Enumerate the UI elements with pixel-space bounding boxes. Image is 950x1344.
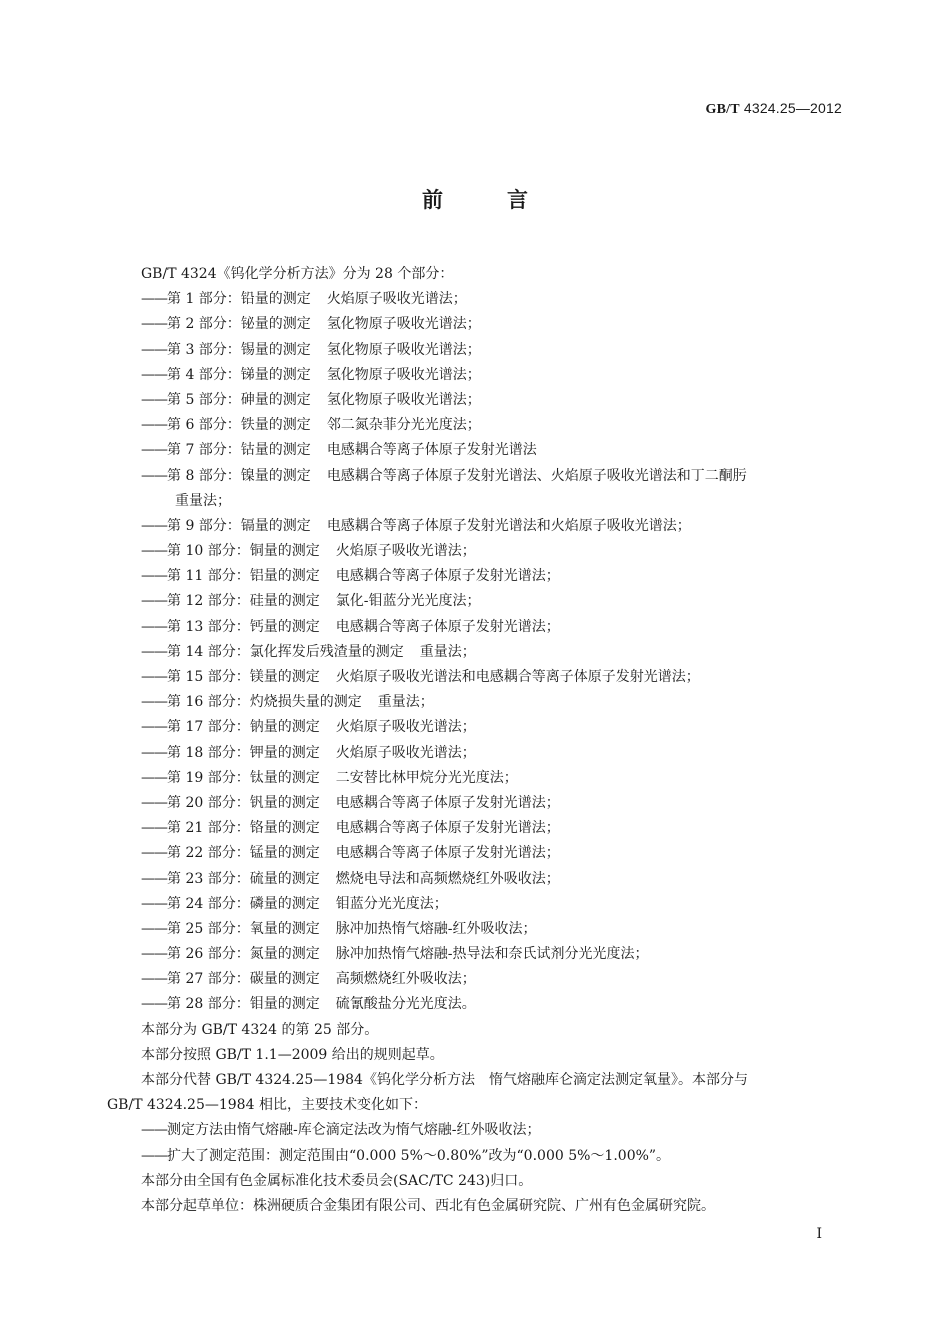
part-label: 第 18 部分：钾量的测定 xyxy=(167,744,320,761)
part-label: 第 21 部分：铬量的测定 xyxy=(167,820,320,837)
part-list-item xyxy=(107,942,847,967)
part-method: 电感耦合等离子体原子发射光谱法 xyxy=(326,442,537,459)
dash-marker: —— xyxy=(141,694,167,711)
committee-statement: 本部分由全国有色金属标准化技术委员会(SAC/TC 243)归口。 xyxy=(141,1172,533,1189)
part-label: 第 20 部分：钒量的测定 xyxy=(167,794,320,811)
part-list-item xyxy=(107,917,847,942)
part-method: 电感耦合等离子体原子发射光谱法； xyxy=(335,618,560,635)
page-title: 前言 xyxy=(422,188,592,212)
part-list-item xyxy=(107,615,847,640)
part-list-item xyxy=(107,665,847,690)
part-method: 电感耦合等离子体原子发射光谱法； xyxy=(335,794,560,811)
part-list-item xyxy=(107,464,847,489)
part-list-item xyxy=(107,992,847,1017)
part-label: 第 6 部分：铁量的测定 xyxy=(167,417,311,434)
part-method: 电感耦合等离子体原子发射光谱法； xyxy=(335,568,560,585)
part-list-item xyxy=(107,564,847,589)
dash-marker: —— xyxy=(141,794,167,811)
dash-marker: —— xyxy=(141,543,167,560)
part-method: 火焰原子吸收光谱法； xyxy=(326,291,467,308)
part-label: 第 5 部分：砷量的测定 xyxy=(167,391,311,408)
dash-marker: —— xyxy=(141,1122,167,1139)
dash-marker: —— xyxy=(141,643,167,660)
part-label: 第 28 部分：钼量的测定 xyxy=(167,996,320,1013)
part-label: 第 8 部分：镍量的测定 xyxy=(167,467,311,484)
part-method: 重量法； xyxy=(419,643,476,660)
dash-marker: —— xyxy=(141,341,167,358)
document-body xyxy=(107,262,847,1219)
dash-marker: —— xyxy=(141,719,167,736)
part-method: 钼蓝分光光度法； xyxy=(335,895,448,912)
standard-prefix: GB/T xyxy=(705,102,740,117)
part-list-item xyxy=(107,690,847,715)
part-list-item xyxy=(107,438,847,463)
dash-marker: —— xyxy=(141,1147,167,1164)
drafting-rules-statement: 本部分按照 GB/T 1.1—2009 给出的规则起草。 xyxy=(141,1046,444,1063)
part-label: 第 7 部分：钴量的测定 xyxy=(167,442,311,459)
part-list-item xyxy=(107,967,847,992)
dash-marker: —— xyxy=(141,870,167,887)
part-method: 重量法； xyxy=(377,694,434,711)
part-label: 第 26 部分：氮量的测定 xyxy=(167,946,320,963)
part-label: 第 3 部分：锡量的测定 xyxy=(167,341,311,358)
part-label: 第 16 部分：灼烧损失量的测定 xyxy=(167,694,362,711)
part-label: 第 27 部分：碳量的测定 xyxy=(167,971,320,988)
part-list-item xyxy=(107,363,847,388)
dash-marker: —— xyxy=(141,996,167,1013)
part-label: 第 1 部分：铅量的测定 xyxy=(167,291,311,308)
part-label: 第 15 部分：镁量的测定 xyxy=(167,669,320,685)
change-item: ——测定方法由惰气熔融-库仑滴定法改为惰气熔融-红外吸收法； xyxy=(141,1122,541,1139)
part-label: 第 9 部分：镉量的测定 xyxy=(167,517,311,534)
standard-code: 4324.25—2012 xyxy=(743,100,842,116)
dash-marker: —— xyxy=(141,895,167,912)
part-list-item xyxy=(107,741,847,766)
part-label: 第 24 部分：磷量的测定 xyxy=(167,895,320,912)
part-method: 火焰原子吸收光谱法； xyxy=(335,543,476,560)
part-label: 第 2 部分：铋量的测定 xyxy=(167,316,311,333)
dash-marker: —— xyxy=(141,442,167,459)
dash-marker: —— xyxy=(141,593,167,610)
part-list-item xyxy=(107,816,847,841)
replaces-statement-line2: GB/T 4324.25—1984 相比，主要技术变化如下： xyxy=(107,1097,427,1114)
part-list-item xyxy=(107,640,847,665)
part-list-item xyxy=(107,539,847,564)
part-method: 脉冲加热惰气熔融-红外吸收法； xyxy=(335,920,537,937)
part-label: 第 25 部分：氧量的测定 xyxy=(167,920,320,937)
replaces-statement-line1: 本部分代替 GB/T 4324.25—1984《钨化学分析方法 惰气熔融库仑滴定法测定氧量》。本部分与 xyxy=(141,1072,748,1088)
part-label: 第 12 部分：硅量的测定 xyxy=(167,593,320,610)
part-method: 邻二氮杂菲分光光度法； xyxy=(326,417,481,434)
part-method: 电感耦合等离子体原子发射光谱法； xyxy=(335,845,560,862)
page-number: I xyxy=(816,1226,822,1242)
dash-marker: —— xyxy=(141,920,167,937)
dash-marker: —— xyxy=(141,946,167,963)
part-method: 燃烧电导法和高频燃烧红外吸收法； xyxy=(335,870,560,887)
part-label: 第 23 部分：硫量的测定 xyxy=(167,870,320,887)
part-label: 第 17 部分：钠量的测定 xyxy=(167,719,320,736)
dash-marker: —— xyxy=(141,618,167,635)
part-method: 氢化物原子吸收光谱法； xyxy=(326,366,481,383)
part-label: 第 4 部分：锑量的测定 xyxy=(167,366,311,383)
part-method: 氢化物原子吸收光谱法； xyxy=(326,341,481,358)
part-list-item xyxy=(107,338,847,363)
dash-marker: —— xyxy=(141,467,167,484)
part-method: 高频燃烧红外吸收法； xyxy=(335,971,476,988)
dash-marker: —— xyxy=(141,971,167,988)
part-label: 第 22 部分：锰量的测定 xyxy=(167,845,320,862)
part-list-item xyxy=(107,287,847,312)
part-label: 第 10 部分：铜量的测定 xyxy=(167,543,320,560)
parts-list xyxy=(107,287,847,1017)
dash-marker: —— xyxy=(141,769,167,786)
part-label: 第 19 部分：钛量的测定 xyxy=(167,769,320,786)
dash-marker: —— xyxy=(141,568,167,585)
dash-marker: —— xyxy=(141,316,167,333)
part-method: 火焰原子吸收光谱法； xyxy=(335,719,476,736)
dash-marker: —— xyxy=(141,291,167,308)
intro-paragraph: GB/T 4324《钨化学分析方法》分为 28 个部分： xyxy=(141,266,454,282)
part-of-statement: 本部分为 GB/T 4324 的第 25 部分。 xyxy=(141,1021,379,1038)
part-list-item xyxy=(107,841,847,866)
dash-marker: —— xyxy=(141,820,167,837)
part-method: 电感耦合等离子体原子发射光谱法； xyxy=(335,820,560,837)
part-label: 第 11 部分：铝量的测定 xyxy=(167,568,320,585)
part-method: 电感耦合等离子体原子发射光谱法、火焰原子吸收光谱法和丁二酮肟 xyxy=(326,467,747,484)
part-label: 第 13 部分：钙量的测定 xyxy=(167,618,320,635)
part-method-continuation: 重量法； xyxy=(175,492,231,509)
part-method: 二安替比林甲烷分光光度法； xyxy=(335,769,518,786)
part-method: 电感耦合等离子体原子发射光谱法和火焰原子吸收光谱法； xyxy=(326,517,691,534)
dash-marker: —— xyxy=(141,417,167,434)
part-list-item xyxy=(107,413,847,438)
part-method: 火焰原子吸收光谱法和电感耦合等离子体原子发射光谱法； xyxy=(335,669,700,685)
standard-number xyxy=(705,100,842,118)
dash-marker: —— xyxy=(141,744,167,761)
part-method: 硫氰酸盐分光光度法。 xyxy=(335,996,476,1013)
part-list-item xyxy=(107,892,847,917)
change-item: ——扩大了测定范围：测定范围由“0.000 5%～0.80%”改为“0.000 5%～1.00%”。 xyxy=(141,1147,671,1164)
dash-marker: —— xyxy=(141,845,167,862)
part-list-item xyxy=(107,791,847,816)
drafters-statement: 本部分起草单位：株洲硬质合金集团有限公司、西北有色金属研究院、广州有色金属研究院。 xyxy=(141,1197,715,1214)
part-method: 氯化-钼蓝分光光度法； xyxy=(335,593,481,610)
part-list-item xyxy=(107,388,847,413)
part-method: 氢化物原子吸收光谱法； xyxy=(326,391,481,408)
dash-marker: —— xyxy=(141,669,167,685)
part-list-item xyxy=(107,715,847,740)
part-list-item xyxy=(107,514,847,539)
dash-marker: —— xyxy=(141,366,167,383)
part-method: 脉冲加热惰气熔融-热导法和奈氏试剂分光光度法； xyxy=(335,946,649,963)
part-list-item xyxy=(107,766,847,791)
dash-marker: —— xyxy=(141,391,167,408)
part-list-item xyxy=(107,867,847,892)
part-list-item xyxy=(107,589,847,614)
part-method: 火焰原子吸收光谱法； xyxy=(335,744,476,761)
part-list-item xyxy=(107,312,847,337)
part-method: 氢化物原子吸收光谱法； xyxy=(326,316,481,333)
part-label: 第 14 部分：氯化挥发后残渣量的测定 xyxy=(167,643,404,660)
dash-marker: —— xyxy=(141,517,167,534)
